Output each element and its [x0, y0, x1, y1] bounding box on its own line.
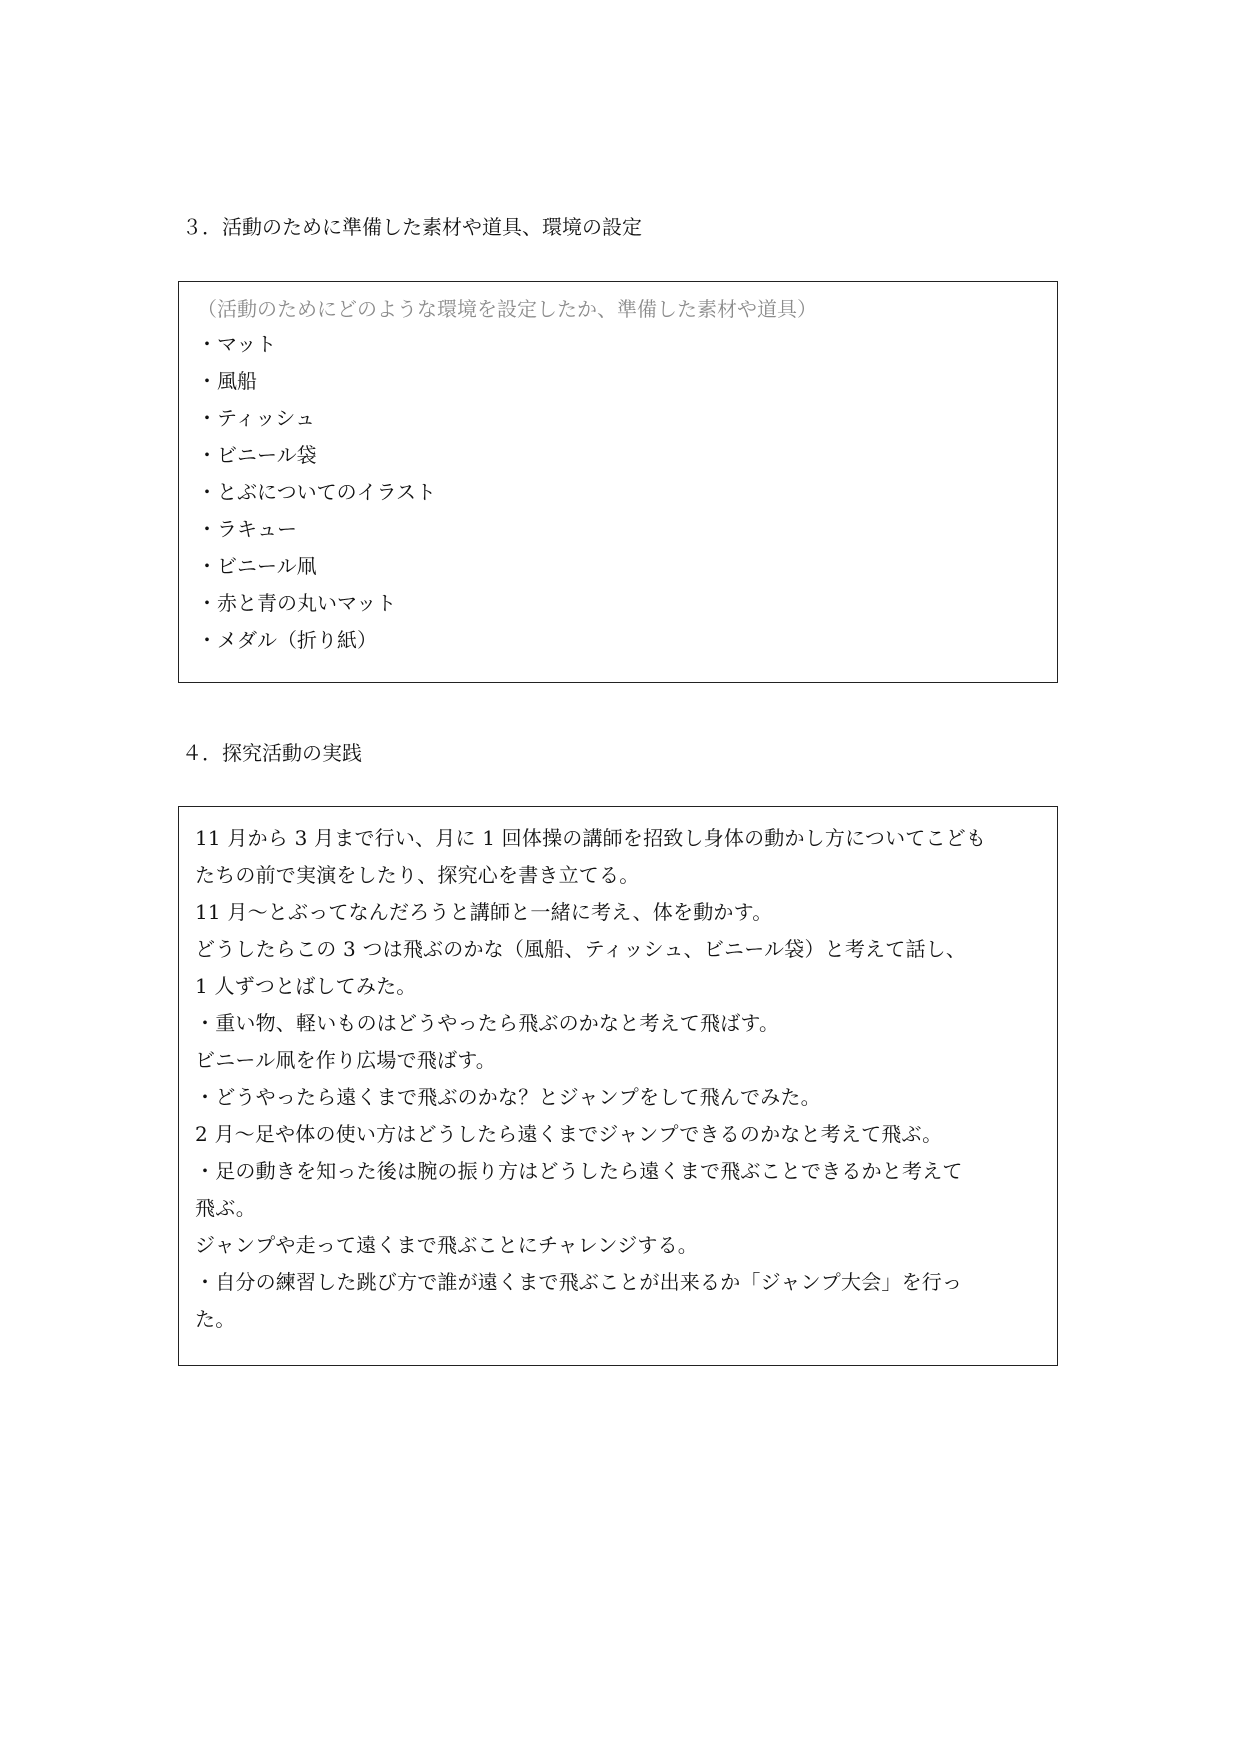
practice-line: ・どうやったら遠くまで飛ぶのかな？とジャンプをして飛んでみた。 — [195, 1085, 821, 1109]
practice-line: ビニール凧を作り広場で飛ばす。 — [195, 1048, 496, 1072]
materials-item: ・とぶについてのイラスト — [197, 480, 436, 504]
practice-line: 2 月～足や体の使い方はどうしたら遠くまでジャンプできるのかなと考えて飛ぶ。 — [195, 1122, 943, 1146]
practice-line: ・自分の練習した跳び方で誰が遠くまで飛ぶことが出来るか「ジャンプ大会」を行っ — [195, 1270, 963, 1294]
materials-item: ・風船 — [197, 369, 257, 393]
practice-line: 11 月～とぶってなんだろうと講師と一緒に考え、体を動かす。 — [195, 900, 773, 924]
practice-line: ・足の動きを知った後は腕の振り方はどうしたら遠くまで飛ぶことできるかと考えて — [195, 1159, 963, 1183]
practice-line: た。 — [195, 1307, 236, 1331]
section-3-heading: ３．活動のために準備した素材や道具、環境の設定 — [182, 215, 642, 239]
materials-box — [178, 281, 1058, 683]
practice-box — [178, 806, 1058, 1366]
materials-item: ・ビニール凧 — [197, 554, 317, 578]
practice-line: 11 月から 3 月まで行い、月に 1 回体操の講師を招致し身体の動かし方についてこども — [195, 826, 987, 850]
materials-item: ・メダル（折り紙） — [197, 628, 377, 652]
materials-item: ・ティッシュ — [197, 406, 315, 430]
practice-line: ・重い物、軽いものはどうやったら飛ぶのかなと考えて飛ばす。 — [195, 1011, 780, 1035]
practice-line: どうしたらこの 3 つは飛ぶのかな（風船、ティッシュ、ビニール袋）と考えて話し、 — [195, 937, 967, 961]
practice-line: 飛ぶ。 — [195, 1196, 256, 1220]
practice-line: たちの前で実演をしたり、探究心を書き立てる。 — [195, 863, 640, 887]
materials-item: ・ビニール袋 — [197, 443, 317, 467]
section-4-heading: ４．探究活動の実践 — [182, 741, 362, 765]
practice-line: 1 人ずつとばしてみた。 — [195, 974, 417, 998]
materials-item: ・赤と青の丸いマット — [197, 591, 397, 615]
practice-line: ジャンプや走って遠くまで飛ぶことにチャレンジする。 — [195, 1233, 698, 1257]
materials-item: ・ラキュー — [197, 517, 297, 541]
materials-item: ・マット — [197, 332, 277, 356]
materials-hint: （活動のためにどのような環境を設定したか、準備した素材や道具） — [197, 297, 817, 321]
